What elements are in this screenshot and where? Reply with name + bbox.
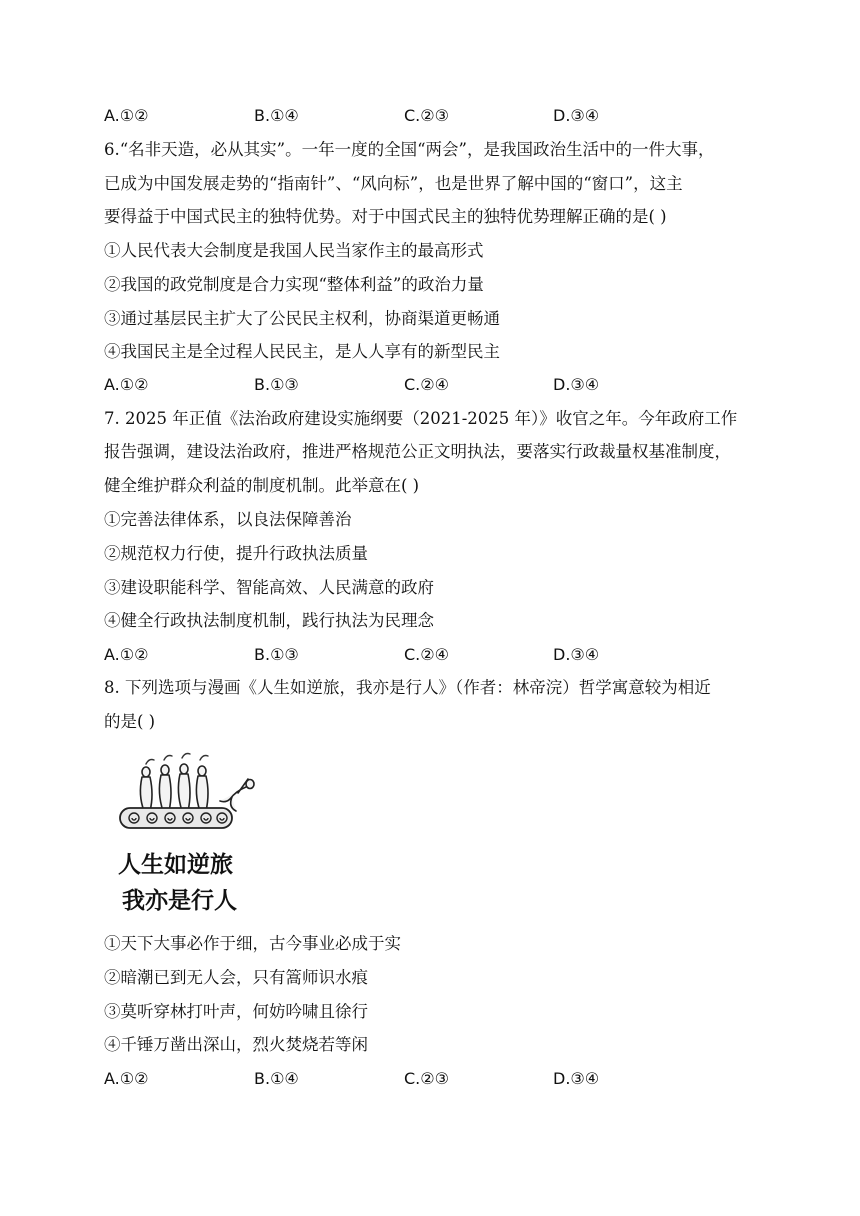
q8-option-a[interactable]: A.①② (104, 1069, 149, 1088)
q7-option-a[interactable]: A.①② (104, 645, 149, 664)
q7-statement-4: ④健全行政执法制度机制，践行执法为民理念 (104, 611, 434, 630)
q6-option-a[interactable]: A.①② (104, 375, 149, 394)
q8-option-d[interactable]: D.③④ (553, 1069, 600, 1088)
q7-option-c[interactable]: C.②④ (404, 645, 449, 664)
q8-statement-3: ③莫听穿林打叶声，何妨吟啸且徐行 (104, 1002, 368, 1021)
q8-option-b[interactable]: B.①④ (254, 1069, 299, 1088)
q7-option-b[interactable]: B.①③ (254, 645, 299, 664)
q7-stem-line-3: 健全维护群众利益的制度机制。此举意在( ) (104, 476, 420, 495)
q6-statement-1: ①人民代表大会制度是我国人民当家作主的最高形式 (104, 241, 484, 260)
q6-statement-4: ④我国民主是全过程人民民主，是人人享有的新型民主 (104, 342, 500, 361)
q8-stem-line-1: 8. 下列选项与漫画《人生如逆旅，我亦是行人》（作者：林帝浣）哲学寓意较为相近 (104, 678, 711, 697)
q8-statement-1: ①天下大事必作于细，古今事业必成于实 (104, 934, 401, 953)
q7-statement-1: ①完善法律体系，以良法保障善治 (104, 510, 352, 529)
q8-option-c[interactable]: C.②③ (404, 1069, 449, 1088)
q7-stem-line-1: 7. 2025 年正值《法治政府建设实施纲要（2021-2025 年）》收官之年。今年政府工作 (104, 409, 738, 428)
q6-stem-line-1: 6.“名非天造，必从其实”。一年一度的全国“两会”，是我国政治生活中的一件大事， (104, 140, 715, 159)
q5-option-c[interactable]: C.②③ (404, 106, 449, 125)
q6-option-b[interactable]: B.①③ (254, 375, 299, 394)
q7-options (104, 644, 704, 666)
q6-option-d[interactable]: D.③④ (553, 375, 600, 394)
q5-option-b[interactable]: B.①④ (254, 106, 299, 125)
q7-statement-2: ②规范权力行使，提升行政执法质量 (104, 544, 368, 563)
q7-option-d[interactable]: D.③④ (553, 645, 600, 664)
q6-stem-line-2: 已成为中国发展走势的“指南针”、“风向标”，也是世界了解中国的“窗口”，这主 (104, 174, 683, 193)
cartoon-caption-line-2: 我亦是行人 (122, 888, 237, 914)
q8-stem-line-2: 的是( ) (104, 712, 156, 731)
q7-statement-3: ③建设职能科学、智能高效、人民满意的政府 (104, 578, 434, 597)
q8-statement-4: ④千锤万凿出深山，烈火焚烧若等闲 (104, 1035, 368, 1054)
cartoon-drawing (112, 750, 262, 920)
q6-statement-2: ②我国的政党制度是合力实现“整体利益”的政治力量 (104, 275, 484, 294)
q5-options (104, 105, 704, 127)
q7-stem-line-2: 报告强调，建设法治政府，推进严格规范公正文明执法，要落实行政裁量权基准制度， (104, 442, 731, 461)
cartoon-illustration (112, 750, 262, 920)
q6-statement-3: ③通过基层民主扩大了公民民主权利，协商渠道更畅通 (104, 309, 500, 328)
q6-option-c[interactable]: C.②④ (404, 375, 449, 394)
q6-options (104, 374, 704, 396)
q5-option-d[interactable]: D.③④ (553, 106, 600, 125)
q8-statement-2: ②暗潮已到无人会，只有篙师识水痕 (104, 968, 368, 987)
q6-stem-line-3: 要得益于中国式民主的独特优势。对于中国式民主的独特优势理解正确的是( ) (104, 207, 667, 226)
cartoon-caption-line-1: 人生如逆旅 (118, 852, 233, 878)
q8-options (104, 1068, 704, 1090)
q5-option-a[interactable]: A.①② (104, 106, 149, 125)
